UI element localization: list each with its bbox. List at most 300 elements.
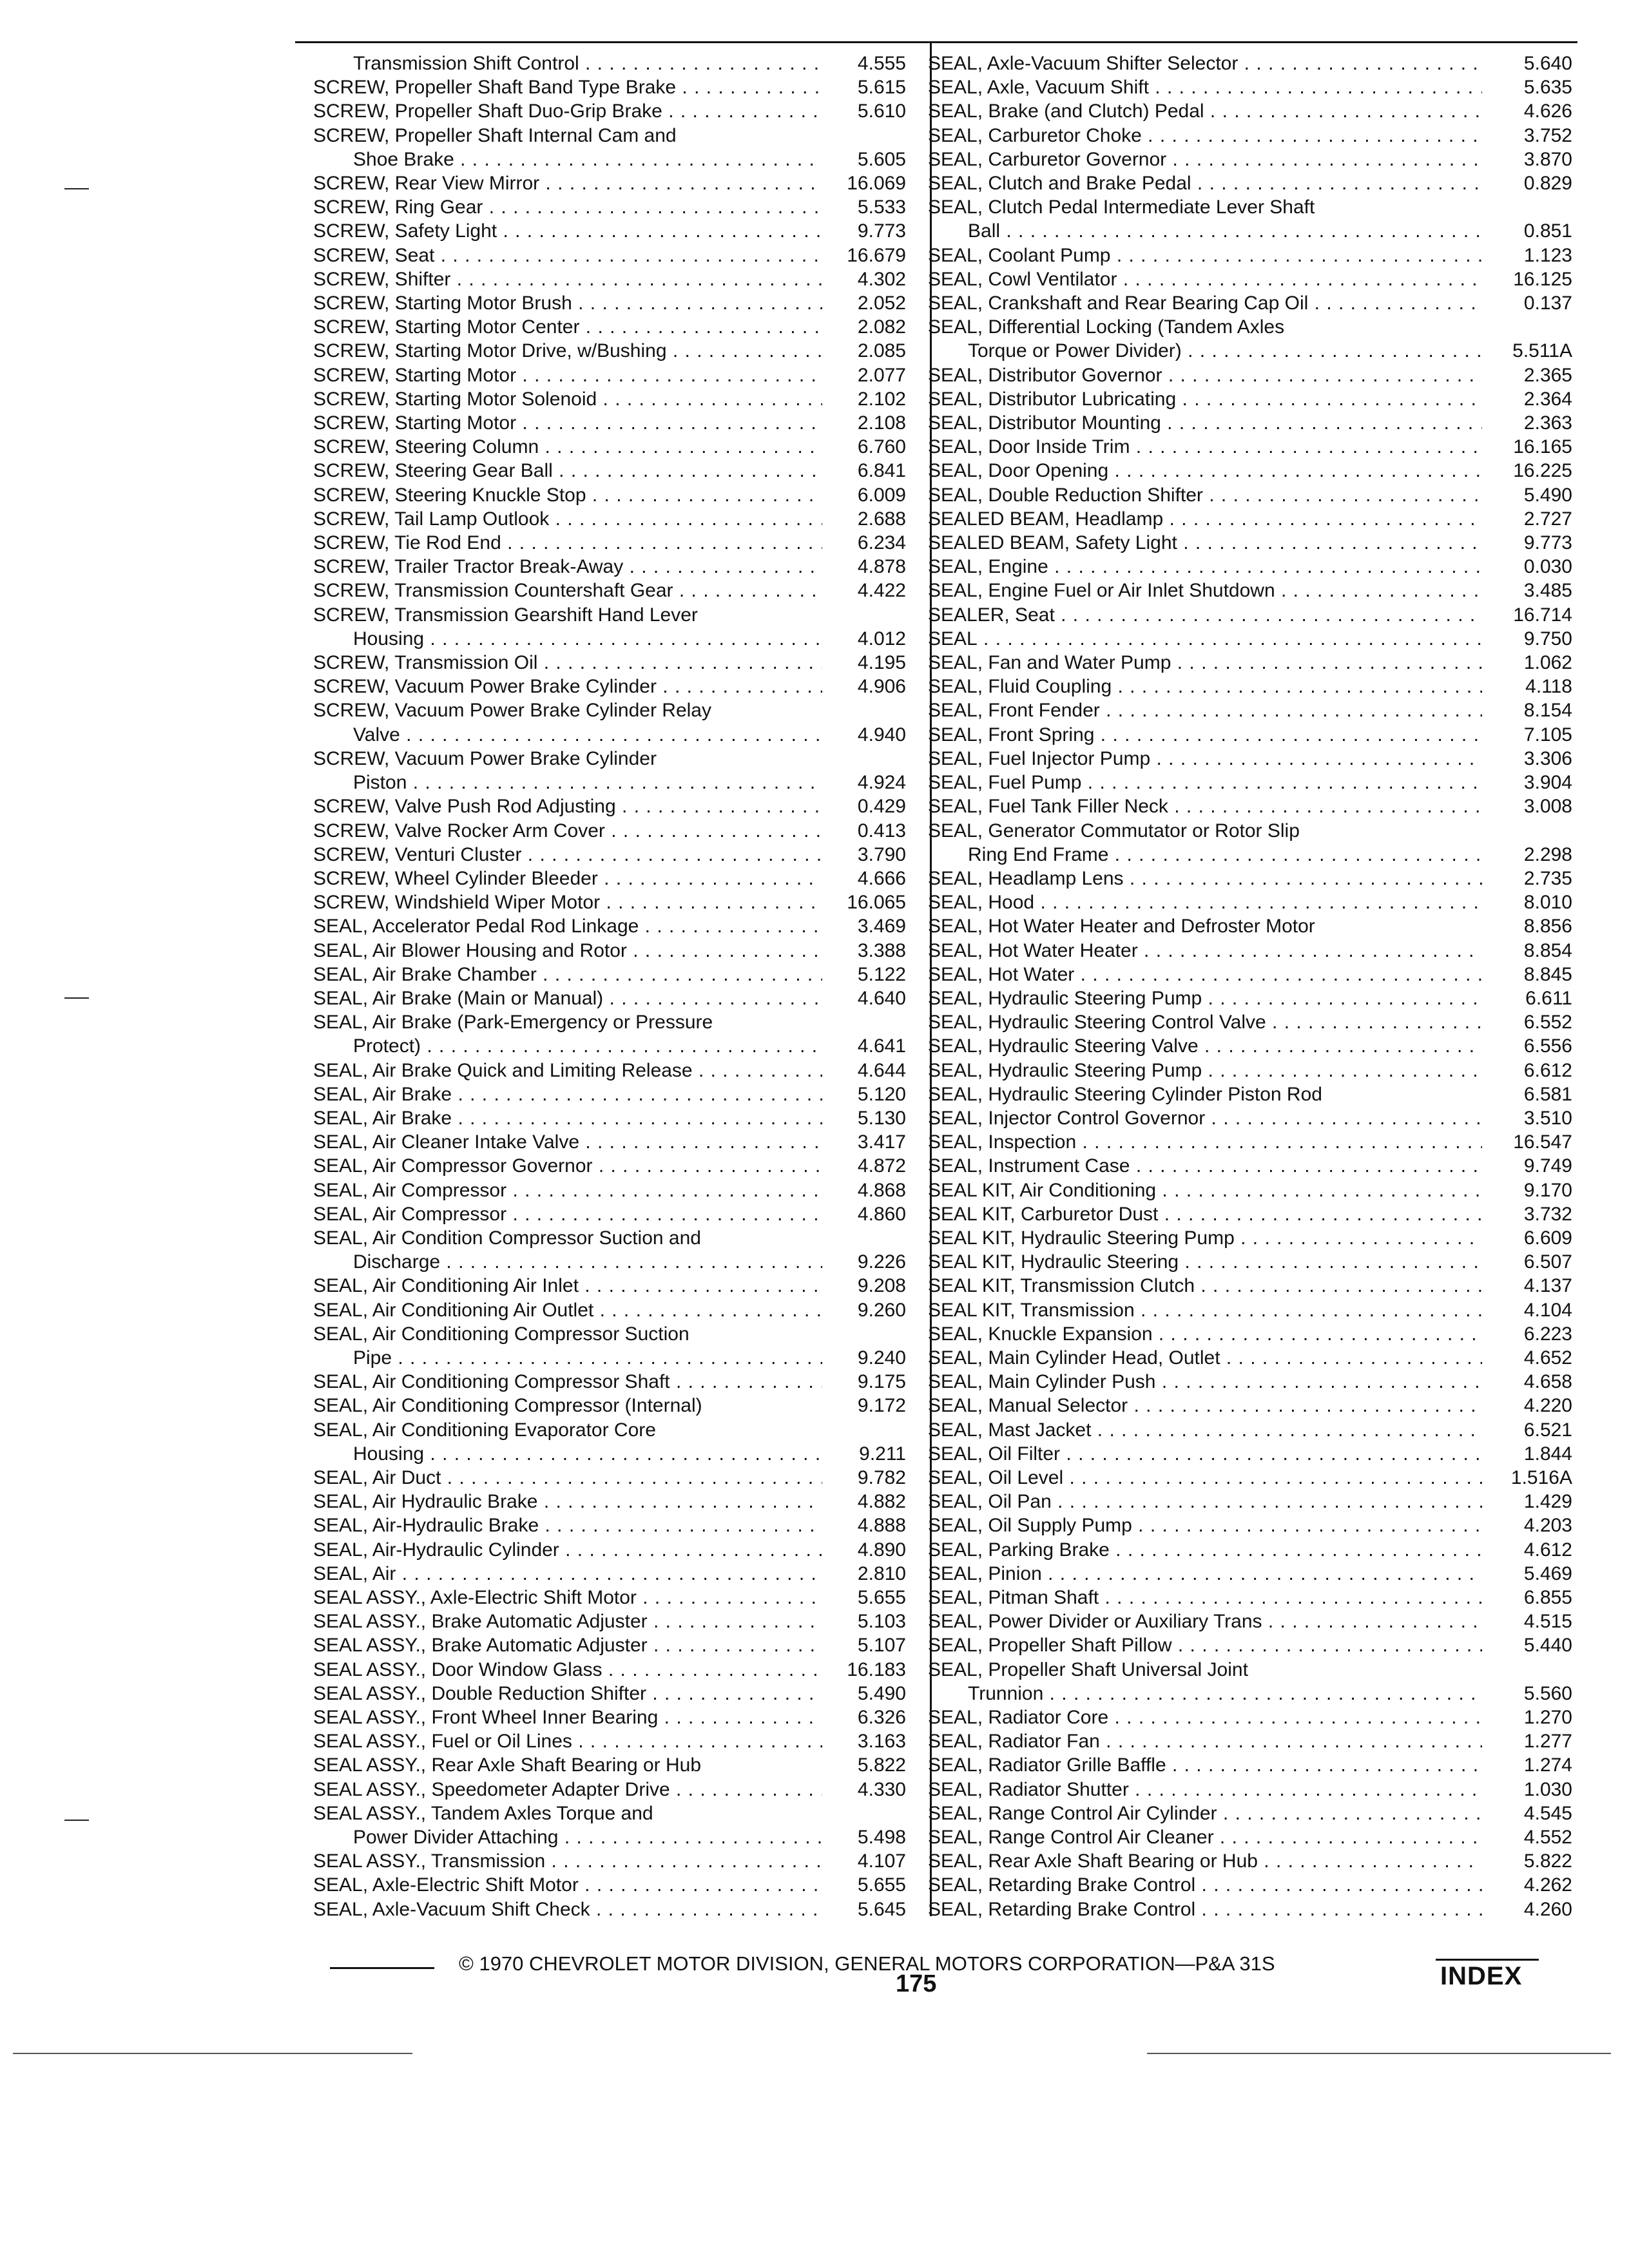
index-entry xyxy=(928,1873,1572,1897)
index-entry xyxy=(928,1082,1572,1106)
index-entry xyxy=(313,603,906,627)
index-entry xyxy=(313,267,906,291)
index-entry-text: SEAL, Hydraulic Steering Control Valve . . . xyxy=(928,1010,1482,1034)
index-entry xyxy=(313,1154,906,1178)
index-entry-text: SEAL, Generator Commutator or Rotor Slip xyxy=(928,820,1300,841)
index-entry-text: SCREW, Starting Motor . . . xyxy=(313,363,822,387)
index-entry-reference: 4.330 xyxy=(853,1778,906,1802)
index-entry-text: SEAL, Air Brake Chamber . . . xyxy=(313,963,822,986)
index-entry xyxy=(928,698,1572,722)
index-entry-reference: 6.760 xyxy=(853,435,906,459)
index-entry-reference: 3.510 xyxy=(1519,1106,1572,1130)
index-entry xyxy=(313,1729,906,1753)
index-entry-reference: 5.490 xyxy=(1519,483,1572,507)
index-entry-reference: 4.118 xyxy=(1520,675,1572,698)
footer-rule-right xyxy=(1436,1959,1539,1961)
index-entry-text: SEAL, Range Control Air Cleaner . . . xyxy=(928,1825,1482,1849)
index-entry-reference: 4.906 xyxy=(853,675,906,698)
index-entry-reference: 4.612 xyxy=(1519,1538,1572,1562)
index-entry-text: SCREW, Steering Gear Ball . . . xyxy=(313,459,822,483)
index-entry-text: SCREW, Rear View Mirror . . . xyxy=(313,171,822,195)
index-entry-text: SEAL, Radiator Grille Baffle . . . xyxy=(928,1753,1482,1777)
index-entry-text: SEAL, Air Brake . . . xyxy=(313,1082,822,1106)
index-entry xyxy=(313,1274,906,1298)
index-entry-text: SEAL, Brake (and Clutch) Pedal . . . xyxy=(928,99,1482,123)
index-entry xyxy=(928,939,1572,963)
index-entry xyxy=(313,1178,906,1202)
index-entry xyxy=(313,1202,906,1226)
index-entry xyxy=(313,124,906,148)
index-entry xyxy=(928,1130,1572,1154)
index-entry-reference: 2.077 xyxy=(853,363,906,387)
index-entry-text: SEAL, Crankshaft and Rear Bearing Cap Oil . . . xyxy=(928,291,1482,315)
index-entry-text: SEAL, Air . . . xyxy=(313,1562,822,1586)
index-entry-reference: 4.552 xyxy=(1519,1825,1572,1849)
index-entry xyxy=(313,1059,906,1082)
index-entry-text: SEAL, Rear Axle Shaft Bearing or Hub . . . xyxy=(928,1849,1482,1873)
index-entry xyxy=(928,1825,1572,1849)
index-entry-reference: 9.749 xyxy=(1519,1154,1572,1178)
index-entry-reference: 4.882 xyxy=(853,1490,906,1514)
index-entry-text: SEAL, Accelerator Pedal Rod Linkage . . . xyxy=(313,914,822,938)
index-entry xyxy=(313,1322,906,1346)
index-entry xyxy=(313,1226,906,1250)
index-entry-text: SEAL, Inspection . . . xyxy=(928,1130,1482,1154)
index-entry xyxy=(313,148,906,171)
index-entry-reference: 6.581 xyxy=(1519,1082,1572,1106)
index-entry-text: SEAL KIT, Carburetor Dust . . . xyxy=(928,1202,1482,1226)
index-entry-reference: 4.203 xyxy=(1519,1514,1572,1537)
index-entry xyxy=(928,1729,1572,1753)
index-entry xyxy=(313,219,906,243)
index-entry-text: SCREW, Transmission Oil . . . xyxy=(313,651,822,675)
index-entry-reference: 5.822 xyxy=(853,1753,906,1777)
index-entry-text: Ring End Frame . . . xyxy=(928,843,1482,867)
index-entry xyxy=(928,339,1572,363)
index-entry-text: SEAL, Carburetor Governor . . . xyxy=(928,148,1482,171)
index-entry xyxy=(313,1034,906,1058)
index-entry xyxy=(313,52,906,75)
index-entry-reference: 5.635 xyxy=(1519,75,1572,99)
index-entry xyxy=(313,363,906,387)
index-entry-reference: 4.890 xyxy=(853,1538,906,1562)
index-entry-text: SEAL, Air Conditioning Air Inlet . . . xyxy=(313,1274,822,1298)
index-entry-text: Shoe Brake . . . xyxy=(313,148,822,171)
index-entry-reference: 1.270 xyxy=(1519,1706,1572,1729)
index-entry-reference: 6.556 xyxy=(1519,1034,1572,1058)
index-entry xyxy=(928,1298,1572,1322)
index-entry-text: SEAL, Double Reduction Shifter . . . xyxy=(928,483,1482,507)
index-entry-text: SEAL . . . xyxy=(928,627,1482,651)
index-entry-text: SEAL, Air Brake Quick and Limiting Release . . . xyxy=(313,1059,822,1082)
index-entry-reference: 6.507 xyxy=(1519,1250,1572,1274)
index-entry xyxy=(928,771,1572,794)
index-entry-reference: 4.872 xyxy=(853,1154,906,1178)
index-entry-reference: 5.605 xyxy=(853,148,906,171)
index-entry-text: SEAL, Hydraulic Steering Pump . . . xyxy=(928,1059,1482,1082)
index-entry xyxy=(313,1130,906,1154)
index-entry-text: SEAL, Fuel Injector Pump . . . xyxy=(928,747,1482,771)
index-entry-reference: 16.714 xyxy=(1508,603,1572,627)
index-entry-reference: 3.904 xyxy=(1519,771,1572,794)
index-entry-text: SEAL, Front Spring . . . xyxy=(928,723,1482,747)
index-entry-text: SCREW, Propeller Shaft Internal Cam and xyxy=(313,124,677,146)
index-entry-reference: 6.609 xyxy=(1519,1226,1572,1250)
index-entry-text: SCREW, Starting Motor Brush . . . xyxy=(313,291,822,315)
index-entry-text: SEAL, Air Condition Compressor Suction and xyxy=(313,1227,701,1249)
index-entry-reference: 3.870 xyxy=(1519,148,1572,171)
index-entry xyxy=(313,1394,906,1418)
index-entry-text: SEAL, Pinion . . . xyxy=(928,1562,1482,1586)
index-entry-reference: 16.065 xyxy=(842,890,906,914)
index-entry xyxy=(313,1873,906,1897)
index-entry-reference: 3.752 xyxy=(1519,124,1572,148)
index-entry xyxy=(313,986,906,1010)
index-entry-text: SEAL, Hot Water Heater . . . xyxy=(928,939,1482,963)
index-entry-text: SEAL, Distributor Governor . . . xyxy=(928,363,1482,387)
index-entry-text: SEAL, Hot Water . . . xyxy=(928,963,1482,986)
index-entry xyxy=(313,963,906,986)
index-entry-reference: 16.125 xyxy=(1508,267,1572,291)
index-entry xyxy=(313,387,906,411)
index-entry-reference: 2.735 xyxy=(1519,867,1572,890)
index-entry-text: SEAL, Engine . . . xyxy=(928,555,1482,579)
index-entry xyxy=(928,723,1572,747)
index-entry-text: SEAL KIT, Transmission Clutch . . . xyxy=(928,1274,1482,1298)
page-number: 175 xyxy=(896,1970,937,1997)
index-entry xyxy=(313,1658,906,1682)
index-entry-reference: 5.640 xyxy=(1519,52,1572,75)
index-entry-reference: 2.688 xyxy=(853,507,906,531)
index-entry xyxy=(928,1610,1572,1633)
index-entry xyxy=(928,195,1572,219)
index-entry-text: SEALER, Seat . . . xyxy=(928,603,1482,627)
index-entry-text: SEAL, Pitman Shaft . . . xyxy=(928,1586,1482,1610)
index-entry-reference: 2.365 xyxy=(1519,363,1572,387)
index-entry-text: SEAL ASSY., Speedometer Adapter Drive . . . xyxy=(313,1778,822,1802)
index-entry xyxy=(928,244,1572,267)
index-entry-reference: 3.008 xyxy=(1519,794,1572,818)
index-entry-text: SEAL, Oil Filter . . . xyxy=(928,1442,1482,1466)
index-entry xyxy=(928,171,1572,195)
index-entry xyxy=(928,1849,1572,1873)
index-column-left xyxy=(313,52,906,1921)
index-entry xyxy=(313,195,906,219)
index-entry-reference: 4.220 xyxy=(1519,1394,1572,1418)
index-entry xyxy=(313,411,906,435)
index-entry-reference: 1.030 xyxy=(1519,1778,1572,1802)
index-entry-text: SEAL, Air Conditioning Compressor Suction xyxy=(313,1323,689,1345)
index-entry-reference: 4.888 xyxy=(853,1514,906,1537)
index-entry xyxy=(313,1370,906,1394)
index-entry xyxy=(928,1658,1572,1682)
index-entry xyxy=(928,459,1572,483)
index-entry-text: SCREW, Windshield Wiper Motor . . . xyxy=(313,890,822,914)
index-entry-text: SCREW, Transmission Gearshift Hand Lever xyxy=(313,604,698,626)
index-entry xyxy=(928,627,1572,651)
index-entry-reference: 0.829 xyxy=(1519,171,1572,195)
index-entry-text: SEAL, Clutch Pedal Intermediate Lever Shaft xyxy=(928,197,1315,218)
index-entry xyxy=(928,1898,1572,1921)
index-entry-text: SEAL, Distributor Lubricating . . . xyxy=(928,387,1482,411)
index-entry xyxy=(928,1586,1572,1610)
index-column-right xyxy=(928,52,1572,1921)
index-entry xyxy=(928,75,1572,99)
index-entry-reference: 5.103 xyxy=(853,1610,906,1633)
index-entry-reference: 4.515 xyxy=(1519,1610,1572,1633)
index-entry-text: SEAL, Air Conditioning Compressor (Internal) xyxy=(313,1395,702,1417)
index-entry-text: SCREW, Transmission Countershaft Gear . . . xyxy=(313,579,822,602)
index-entry xyxy=(928,1778,1572,1802)
index-entry xyxy=(313,339,906,363)
index-entry-text: SEAL, Hydraulic Steering Cylinder Piston Rod xyxy=(928,1083,1322,1105)
index-entry-text: SEAL, Radiator Core . . . xyxy=(928,1706,1482,1729)
index-entry-reference: 16.679 xyxy=(842,244,906,267)
index-entry-reference: 5.469 xyxy=(1519,1562,1572,1586)
index-entry xyxy=(313,1778,906,1802)
index-entry xyxy=(928,1633,1572,1657)
index-entry xyxy=(313,1586,906,1610)
index-entry-text: SEAL, Air Brake (Park-Emergency or Pressure xyxy=(313,1012,713,1033)
index-entry xyxy=(928,1682,1572,1706)
index-entry xyxy=(313,819,906,843)
index-entry-reference: 5.533 xyxy=(853,195,906,219)
index-entry xyxy=(313,75,906,99)
index-entry xyxy=(928,1706,1572,1729)
index-entry-reference: 4.302 xyxy=(853,267,906,291)
index-entry-reference: 8.856 xyxy=(1519,914,1572,938)
index-entry-reference: 9.208 xyxy=(853,1274,906,1298)
index-entry-text: SEAL, Carburetor Choke . . . xyxy=(928,124,1482,148)
index-entry-reference: 2.082 xyxy=(853,315,906,339)
index-entry-reference: 1.429 xyxy=(1519,1490,1572,1514)
index-entry-reference: 9.260 xyxy=(853,1298,906,1322)
bottom-rule-left xyxy=(13,2053,412,2054)
index-entry-reference: 4.104 xyxy=(1519,1298,1572,1322)
index-entry xyxy=(928,531,1572,555)
index-entry xyxy=(313,1682,906,1706)
index-entry-reference: 3.417 xyxy=(853,1130,906,1154)
index-entry-text: SEAL, Front Fender . . . xyxy=(928,698,1482,722)
index-entry-text: SEAL KIT, Hydraulic Steering . . . xyxy=(928,1250,1482,1274)
index-entry xyxy=(928,1106,1572,1130)
bottom-rule-right xyxy=(1147,2053,1611,2054)
index-entry-reference: 4.641 xyxy=(853,1034,906,1058)
index-entry-reference: 9.170 xyxy=(1519,1178,1572,1202)
index-entry xyxy=(928,819,1572,843)
index-entry-text: SCREW, Tie Rod End . . . xyxy=(313,531,822,555)
index-entry xyxy=(313,1442,906,1466)
index-entry-text: SCREW, Valve Push Rod Adjusting . . . xyxy=(313,794,822,818)
index-entry xyxy=(313,1706,906,1729)
index-entry xyxy=(313,435,906,459)
index-entry xyxy=(928,1490,1572,1514)
index-entry xyxy=(313,1298,906,1322)
index-entry-reference: 16.225 xyxy=(1508,459,1572,483)
index-entry-reference: 9.782 xyxy=(853,1466,906,1490)
index-entry-text: SEAL, Air Compressor . . . xyxy=(313,1178,822,1202)
index-entry-reference: 4.644 xyxy=(853,1059,906,1082)
index-entry-reference: 1.274 xyxy=(1519,1753,1572,1777)
index-entry-reference: 4.626 xyxy=(1519,99,1572,123)
index-entry-text: Transmission Shift Control . . . xyxy=(313,52,822,75)
index-entry-reference: 5.498 xyxy=(853,1825,906,1849)
index-entry-reference: 0.429 xyxy=(853,794,906,818)
index-entry-text: SEAL, Door Inside Trim . . . xyxy=(928,435,1482,459)
index-entry xyxy=(928,914,1572,938)
index-entry-reference: 9.773 xyxy=(853,219,906,243)
index-entry xyxy=(928,747,1572,771)
index-entry xyxy=(313,1898,906,1921)
index-entry-text: Housing . . . xyxy=(313,627,822,651)
index-entry-text: SEAL, Propeller Shaft Pillow . . . xyxy=(928,1633,1482,1657)
index-entry xyxy=(313,794,906,818)
index-entry-text: SEAL, Axle, Vacuum Shift . . . xyxy=(928,75,1482,99)
index-entry-text: SEAL ASSY., Transmission . . . xyxy=(313,1849,822,1873)
index-entry xyxy=(928,1466,1572,1490)
index-entry-text: SCREW, Vacuum Power Brake Cylinder xyxy=(313,747,657,769)
index-entry xyxy=(928,1370,1572,1394)
index-entry xyxy=(928,651,1572,675)
index-entry-reference: 6.612 xyxy=(1519,1059,1572,1082)
index-entry-reference: 4.652 xyxy=(1519,1346,1572,1370)
index-entry-reference: 4.422 xyxy=(853,579,906,602)
index-entry-reference: 1.277 xyxy=(1519,1729,1572,1753)
index-entry-text: SEAL, Air-Hydraulic Cylinder . . . xyxy=(313,1538,822,1562)
index-entry xyxy=(928,507,1572,531)
index-entry xyxy=(928,963,1572,986)
index-entry-text: SEAL KIT, Hydraulic Steering Pump . . . xyxy=(928,1226,1482,1250)
index-entry-reference: 3.485 xyxy=(1519,579,1572,602)
index-entry-text: SEAL, Retarding Brake Control . . . xyxy=(928,1873,1482,1897)
index-entry xyxy=(313,867,906,890)
index-entry-text: SCREW, Propeller Shaft Duo-Grip Brake . . . xyxy=(313,99,822,123)
index-entry-reference: 3.388 xyxy=(853,939,906,963)
index-entry-text: SEAL, Air Conditioning Air Outlet . . . xyxy=(313,1298,822,1322)
index-entry-text: Protect) . . . xyxy=(313,1034,822,1058)
index-entry-reference: 9.773 xyxy=(1519,531,1572,555)
index-entry xyxy=(928,555,1572,579)
index-entry-text: SEAL, Air Brake . . . xyxy=(313,1106,822,1130)
index-entry-reference: 4.658 xyxy=(1519,1370,1572,1394)
index-entry-text: SEAL, Coolant Pump . . . xyxy=(928,244,1482,267)
index-entry-reference: 9.175 xyxy=(853,1370,906,1394)
index-entry-reference: 2.298 xyxy=(1519,843,1572,867)
index-entry-reference: 3.469 xyxy=(853,914,906,938)
index-entry-reference: 2.727 xyxy=(1519,507,1572,531)
index-entry-text: SEAL, Air Conditioning Compressor Shaft . . . xyxy=(313,1370,822,1394)
index-entry-text: SEAL, Air Brake (Main or Manual) . . . xyxy=(313,986,822,1010)
index-entry-text: SCREW, Safety Light . . . xyxy=(313,219,822,243)
index-entry-reference: 1.844 xyxy=(1519,1442,1572,1466)
footer-copyright: © 1970 CHEVROLET MOTOR DIVISION, GENERAL MOTORS CORPORATION—P&A 31S xyxy=(459,1952,1275,1975)
index-entry-text: SEAL, Power Divider or Auxiliary Trans . . . xyxy=(928,1610,1482,1633)
index-entry-reference: 9.211 xyxy=(854,1442,906,1466)
index-entry-text: SEAL, Differential Locking (Tandem Axles xyxy=(928,316,1285,338)
index-entry-text: SCREW, Starting Motor Solenoid . . . xyxy=(313,387,822,411)
index-entry-reference: 0.137 xyxy=(1519,291,1572,315)
index-entry-reference: 6.521 xyxy=(1519,1418,1572,1442)
index-entry-reference: 6.841 xyxy=(853,459,906,483)
index-entry xyxy=(313,1610,906,1633)
index-entry-text: SEAL, Air-Hydraulic Brake . . . xyxy=(313,1514,822,1537)
index-entry-text: Trunnion . . . xyxy=(928,1682,1482,1706)
index-entry-reference: 9.226 xyxy=(853,1250,906,1274)
index-entry-reference: 6.009 xyxy=(853,483,906,507)
section-label: INDEX xyxy=(1440,1962,1523,1990)
index-entry-text: SCREW, Wheel Cylinder Bleeder . . . xyxy=(313,867,822,890)
index-entry-reference: 8.854 xyxy=(1519,939,1572,963)
index-entry-reference: 2.363 xyxy=(1519,411,1572,435)
index-entry-text: SCREW, Trailer Tractor Break-Away . . . xyxy=(313,555,822,579)
index-entry xyxy=(928,1250,1572,1274)
index-entry-text: SEAL, Clutch and Brake Pedal . . . xyxy=(928,171,1482,195)
index-entry xyxy=(313,1010,906,1034)
index-entry xyxy=(928,1034,1572,1058)
index-entry-reference: 4.107 xyxy=(853,1849,906,1873)
index-entry xyxy=(928,99,1572,123)
index-entry xyxy=(313,291,906,315)
index-entry-text: SEAL, Air Blower Housing and Rotor . . . xyxy=(313,939,822,963)
margin-tick xyxy=(64,188,89,189)
index-entry-reference: 16.165 xyxy=(1508,435,1572,459)
index-entry-reference: 4.878 xyxy=(853,555,906,579)
index-entry-reference: 4.860 xyxy=(853,1202,906,1226)
index-entry xyxy=(313,315,906,339)
index-entry xyxy=(313,507,906,531)
index-entry-text: SEAL, Fluid Coupling . . . xyxy=(928,675,1482,698)
index-entry xyxy=(928,219,1572,243)
index-entry-reference: 3.163 xyxy=(853,1729,906,1753)
index-entry xyxy=(313,1250,906,1274)
index-entry xyxy=(928,1802,1572,1825)
index-entry xyxy=(928,867,1572,890)
index-entry-text: SEAL, Parking Brake . . . xyxy=(928,1538,1482,1562)
index-entry-text: Pipe . . . xyxy=(313,1346,822,1370)
index-entry xyxy=(928,794,1572,818)
index-entry-reference: 9.240 xyxy=(853,1346,906,1370)
index-entry-reference: 6.855 xyxy=(1519,1586,1572,1610)
top-rule xyxy=(295,41,1577,43)
index-entry-reference: 5.610 xyxy=(853,99,906,123)
index-entry xyxy=(313,1849,906,1873)
index-entry-reference: 4.868 xyxy=(853,1178,906,1202)
index-entry-reference: 4.555 xyxy=(853,52,906,75)
index-entry xyxy=(928,1059,1572,1082)
index-entry-reference: 2.102 xyxy=(853,387,906,411)
index-entry xyxy=(928,1202,1572,1226)
index-entry xyxy=(313,939,906,963)
index-entry-text: SEALED BEAM, Safety Light . . . xyxy=(928,531,1482,555)
index-entry-reference: 3.306 xyxy=(1519,747,1572,771)
index-entry-reference: 4.262 xyxy=(1519,1873,1572,1897)
index-entry-text: Ball . . . xyxy=(928,219,1482,243)
index-entry-reference: 5.130 xyxy=(853,1106,906,1130)
index-entry xyxy=(313,914,906,938)
index-entry xyxy=(928,1346,1572,1370)
index-entry xyxy=(928,1010,1572,1034)
index-entry-reference: 2.052 xyxy=(853,291,906,315)
index-entry-reference: 5.490 xyxy=(853,1682,906,1706)
index-entry-reference: 4.924 xyxy=(853,771,906,794)
index-entry-text: SEAL, Cowl Ventilator . . . xyxy=(928,267,1482,291)
index-entry-reference: 5.122 xyxy=(853,963,906,986)
index-entry-reference: 7.105 xyxy=(1519,723,1572,747)
index-entry-reference: 5.560 xyxy=(1519,1682,1572,1706)
index-entry-text: Discharge . . . xyxy=(313,1250,822,1274)
index-entry-text: SEAL, Air Compressor . . . xyxy=(313,1202,822,1226)
index-entry-text: SEAL, Fan and Water Pump . . . xyxy=(928,651,1482,675)
